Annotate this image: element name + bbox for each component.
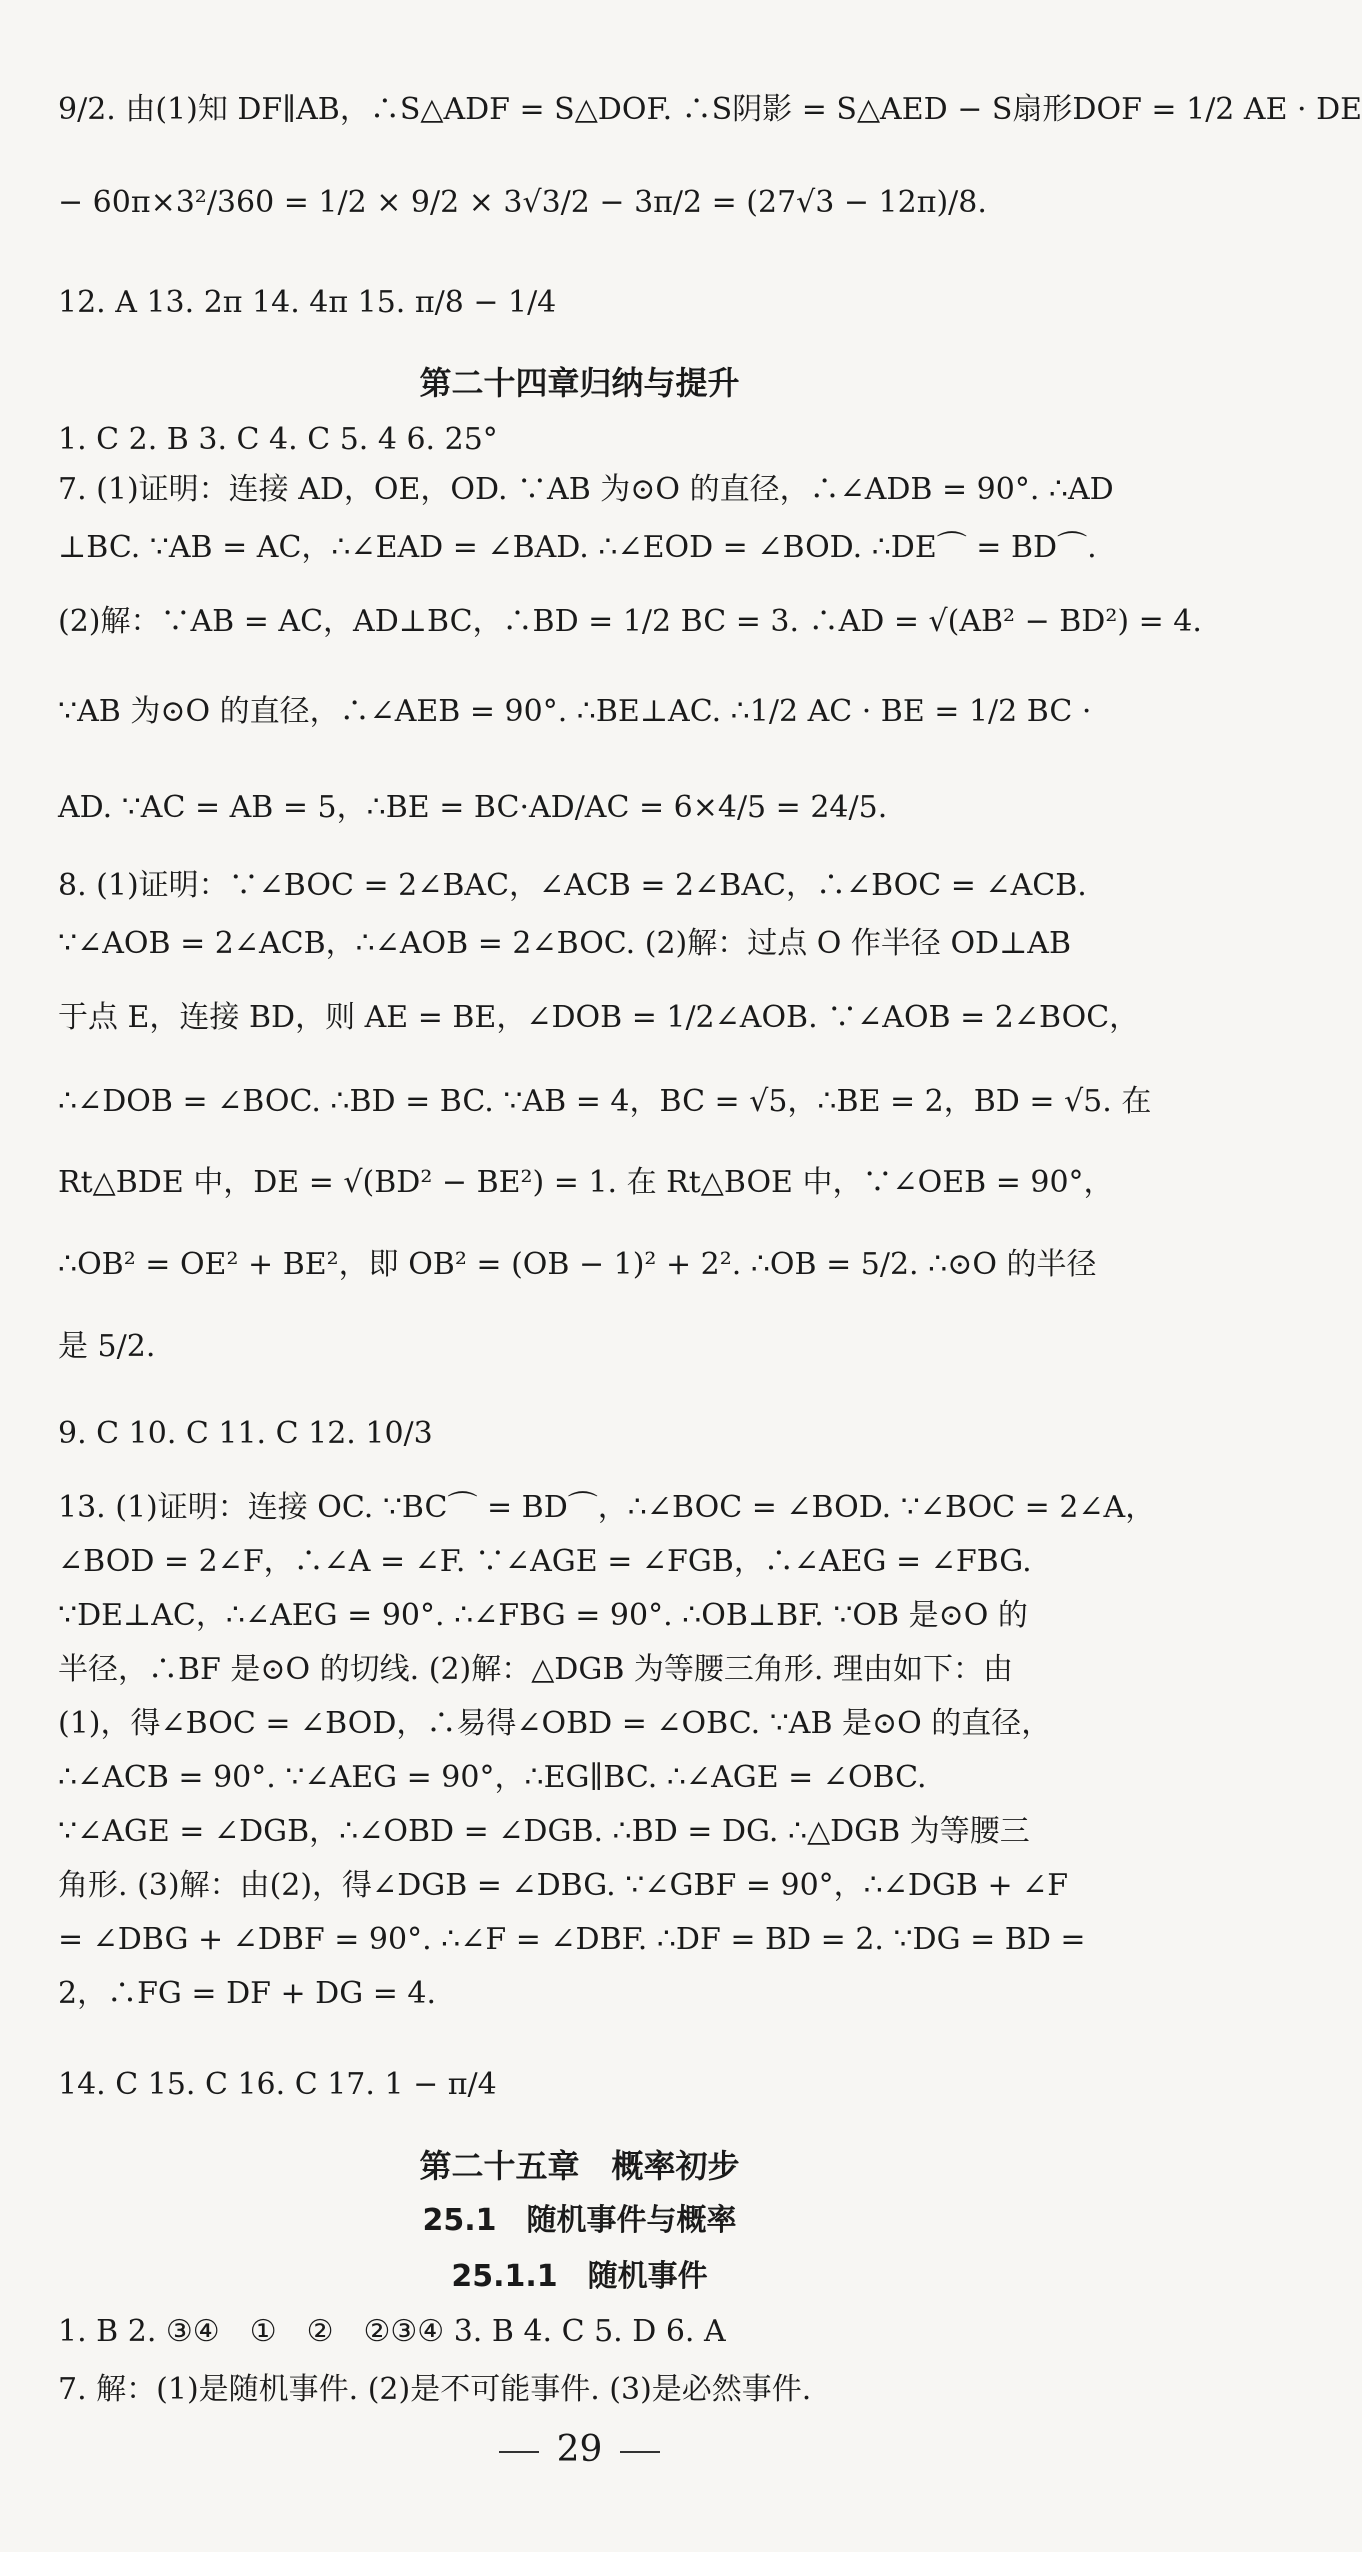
q13-line-8: 角形. (3)解：由(2)，得∠DGB = ∠DBG. ∵∠GBF = 90°，∴∠DGB + ∠F (58, 1868, 1069, 1903)
line-top-2: − 60π×3²/360 = 1/2 × 9/2 × 3√3/2 − 3π/2 = (27√3 − 12π)/8. (58, 185, 987, 220)
answers-1-6: 1. C 2. B 3. C 4. C 5. 4 6. 25° (58, 422, 498, 457)
q13-line-2: ∠BOD = 2∠F，∴∠A = ∠F. ∵∠AGE = ∠FGB，∴∠AEG = ∠FBG. (58, 1544, 1032, 1579)
q13-line-6: ∴∠ACB = 90°. ∵∠AEG = 90°，∴EG∥BC. ∴∠AGE = ∠OBC. (58, 1760, 927, 1795)
q8-line-4: ∴∠DOB = ∠BOC. ∴BD = BC. ∵AB = 4，BC = √5，∴BE = 2，BD = √5. 在 (58, 1084, 1152, 1119)
q7-line-3: (2)解：∵AB = AC，AD⊥BC，∴BD = 1/2 BC = 3. ∴AD = √(AB² − BD²) = 4. (58, 604, 1202, 639)
q13-line-4: 半径，∴BF 是⊙O 的切线. (2)解：△DGB 为等腰三角形. 理由如下：由 (58, 1652, 1013, 1687)
q13-line-3: ∵DE⊥AC，∴∠AEG = 90°. ∴∠FBG = 90°. ∴OB⊥BF. ∵OB 是⊙O 的 (58, 1598, 1028, 1633)
chapter-25-title: 第二十五章 概率初步 (419, 2147, 740, 2185)
q8-line-6: ∴OB² = OE² + BE²，即 OB² = (OB − 1)² + 2². ∴OB = 5/2. ∴⊙O 的半径 (58, 1247, 1097, 1282)
chapter25-answers-1-6: 1. B 2. ③④ ① ② ②③④ 3. B 4. C 5. D 6. A (58, 2314, 726, 2349)
page-number-dash-left (499, 2451, 539, 2453)
section-25-1-title: 25.1 随机事件与概率 (422, 2203, 737, 2238)
line-top-1: 9/2. 由(1)知 DF∥AB，∴S△ADF = S△DOF. ∴S阴影 = S△AED − S扇形DOF = 1/2 AE · DE (58, 92, 1362, 127)
q7-line-4: ∵AB 为⊙O 的直径，∴∠AEB = 90°. ∴BE⊥AC. ∴1/2 AC · BE = 1/2 BC · (58, 694, 1092, 729)
q7-line-1: 7. (1)证明：连接 AD，OE，OD. ∵AB 为⊙O 的直径，∴∠ADB = 90°. ∴AD (58, 472, 1114, 507)
q8-line-1: 8. (1)证明：∵∠BOC = 2∠BAC，∠ACB = 2∠BAC，∴∠BOC = ∠ACB. (58, 868, 1087, 903)
q7-line-2: ⊥BC. ∵AB = AC，∴∠EAD = ∠BAD. ∴∠EOD = ∠BOD. ∴DE⌒ = BD⌒. (58, 530, 1097, 565)
q13-line-9: = ∠DBG + ∠DBF = 90°. ∴∠F = ∠DBF. ∴DF = BD = 2. ∵DG = BD = (58, 1922, 1086, 1957)
answers-12-15: 12. A 13. 2π 14. 4π 15. π/8 − 1/4 (58, 285, 557, 320)
q8-line-5: Rt△BDE 中，DE = √(BD² − BE²) = 1. 在 Rt△BOE 中，∵∠OEB = 90°， (58, 1165, 1114, 1200)
q7-line-5: AD. ∵AC = AB = 5，∴BE = BC·AD/AC = 6×4/5 = 24/5. (58, 790, 888, 825)
page-number (0, 2428, 1159, 2472)
page-number-text: 29 (556, 2429, 603, 2470)
q13-line-5: (1)，得∠BOC = ∠BOD，∴易得∠OBD = ∠OBC. ∵AB 是⊙O 的直径， (58, 1706, 1052, 1741)
chapter25-q7: 7. 解：(1)是随机事件. (2)是不可能事件. (3)是必然事件. (58, 2372, 812, 2407)
q8-line-7: 是 5/2. (58, 1329, 156, 1364)
page-number-dash-right (620, 2451, 660, 2453)
q13-line-7: ∵∠AGE = ∠DGB，∴∠OBD = ∠DGB. ∴BD = DG. ∴△DGB 为等腰三 (58, 1814, 1030, 1849)
q8-line-2: ∵∠AOB = 2∠ACB，∴∠AOB = 2∠BOC. (2)解：过点 O 作半径 OD⊥AB (58, 926, 1072, 961)
q13-line-10: 2，∴FG = DF + DG = 4. (58, 1976, 437, 2011)
answers-9-12: 9. C 10. C 11. C 12. 10/3 (58, 1416, 433, 1451)
answers-14-17: 14. C 15. C 16. C 17. 1 − π/4 (58, 2067, 497, 2102)
section-title-review: 第二十四章归纳与提升 (419, 364, 740, 402)
q8-line-3: 于点 E，连接 BD，则 AE = BE，∠DOB = 1/2∠AOB. ∵∠AOB = 2∠BOC， (58, 1000, 1140, 1035)
subsection-25-1-1-title: 25.1.1 随机事件 (451, 2259, 708, 2294)
q13-line-1: 13. (1)证明：连接 OC. ∵BC⌒ = BD⌒，∴∠BOC = ∠BOD. ∵∠BOC = 2∠A， (58, 1490, 1156, 1525)
